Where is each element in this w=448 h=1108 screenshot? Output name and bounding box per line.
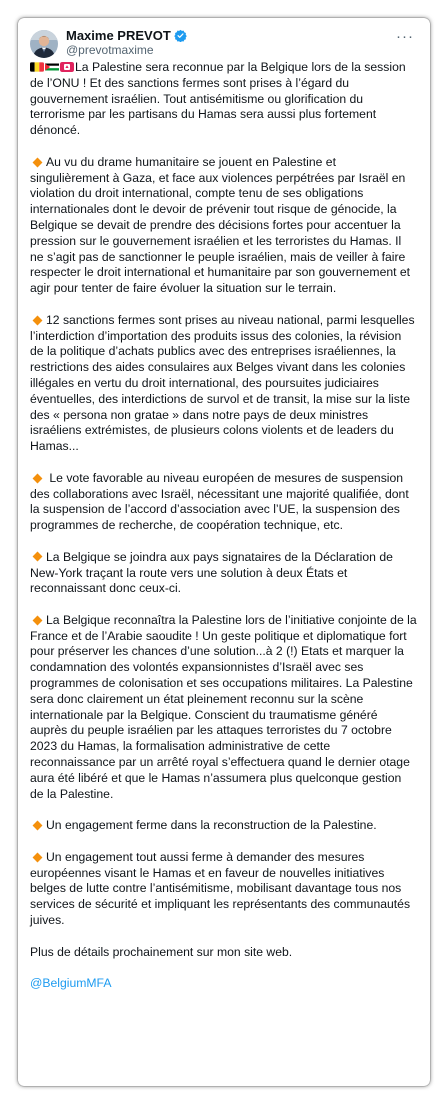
more-options-button[interactable]: ··· bbox=[396, 28, 414, 45]
closing-text: Plus de détails prochainement sur mon site web. bbox=[30, 944, 293, 959]
bullet-paragraph bbox=[30, 818, 418, 834]
orange-diamond-icon bbox=[33, 315, 43, 325]
mention-link[interactable]: @BelgiumMFA bbox=[30, 976, 112, 991]
orange-diamond-icon bbox=[33, 157, 43, 167]
orange-diamond-icon bbox=[33, 821, 43, 831]
author-names bbox=[66, 28, 187, 58]
tweet-card bbox=[18, 18, 430, 1086]
author-handle[interactable]: @prevotmaxime bbox=[66, 43, 154, 57]
bullet-paragraph bbox=[30, 471, 418, 534]
bullet-text: Un engagement tout aussi ferme à demander des mesures européennes visant le Hamas et en faveur de nouvelles initiatives belges de lutte contre l’antisémitisme, mobilisant davantage tous nos services de sécurité et impliquant les représentants des communautés juives. bbox=[30, 849, 411, 928]
author-display-name-row bbox=[66, 28, 187, 43]
bullet-paragraph bbox=[30, 850, 418, 929]
avatar[interactable] bbox=[30, 30, 58, 58]
intro-text: La Palestine sera reconnue par la Belgique lors de la session de l’ONU ! Et des sanctions fermes sont prises à l’égard du gouvernement israélien. Tout antisémitisme ou glorification du terrorisme par les partisans du Hamas sera aussi plus fortement dénoncé. bbox=[30, 60, 406, 138]
orange-diamond-icon bbox=[33, 852, 43, 862]
bullet-text: 12 sanctions fermes sont prises au niveau national, parmi lesquelles l’interdiction d’importation des produits issus des colonies, la révision de la politique d’achats publics avec des entreprises israéliennes, la restrictions des aides consulaires aux Belges vivant dans les colonies illégales en vertu du droit international, des poursuites judiciaires éventuelles, des interdictions de survol et de transit, la mise sur la liste des « persona non gratae » dans notre pays de deux ministres israéliens extrémistes, de plusieurs colons violents et de leaders du Hamas... bbox=[30, 312, 415, 454]
bullet-text: Un engagement ferme dans la reconstruction de la Palestine. bbox=[46, 818, 377, 833]
bullet-text: Au vu du drame humanitaire se jouent en Palestine et singulièrement à Gaza, et face aux violences perpétrées par Israël en violation du droit international, compte tenu de ses obligations internationales dont le devoir de prévenir tout risque de génocide, la Belgique se devait de prendre des décisions fortes pour accentuer la pression sur le gouvernement israélien et les terroristes du Hamas. Il ne s’agit pas de sanctionner le peuple israélien, mais de veiller à faire respecter le droit international et humanitaire par son gouvernement et agir pour tenter de faire évoluer la situation sur le terrain. bbox=[30, 154, 411, 296]
verified-badge-icon bbox=[174, 29, 187, 42]
mention-paragraph bbox=[30, 976, 418, 992]
orange-diamond-icon bbox=[33, 615, 43, 625]
bullet-text: La Belgique se joindra aux pays signataires de la Déclaration de New-York traçant la route vers une solution à deux États et reconnaissant donc ceux-ci. bbox=[30, 549, 393, 596]
orange-diamond-icon bbox=[33, 552, 43, 562]
tweet-body bbox=[30, 60, 418, 992]
bullet-paragraph bbox=[30, 155, 418, 297]
orange-diamond-icon bbox=[33, 473, 43, 483]
author-display-name[interactable]: Maxime PREVOT bbox=[66, 28, 171, 43]
bullet-text: Le vote favorable au niveau européen de mesures de suspension des collaborations avec Israël, nécessitant une majorité qualifiée, dont la suspension de l’accord d’association avec l’UE, la suspension des programmes de recherche, de coopération technique, etc. bbox=[30, 470, 409, 533]
bullet-paragraph bbox=[30, 613, 418, 803]
bullet-paragraph bbox=[30, 313, 418, 455]
bullet-paragraph bbox=[30, 550, 418, 597]
tweet-header bbox=[30, 28, 418, 72]
bullet-text: La Belgique reconnaîtra la Palestine lors de l’initiative conjointe de la France et de l’Arabie saoudite ! Un geste politique et diplomatique fort pour préserver les chances d’une solution...à 2 (!) Etats et marquer la condamnation des volontés expansionnistes d’Israël avec ses programmes de colonisation et ses occupations militaires. La Palestine sera donc clairement un état pleinement reconnu sur la scène internationale par la Belgique. Conscient du traumatisme généré auprès du peuple israélien par les attaques terroristes du 7 octobre 2023 du Hamas, la formalisation administrative de cette reconnaissance par un arrêté royal s’effectuera quand le dernier otage aura été libéré et que le Hamas n’assumera plus quelconque gestion de la Palestine. bbox=[30, 612, 417, 801]
